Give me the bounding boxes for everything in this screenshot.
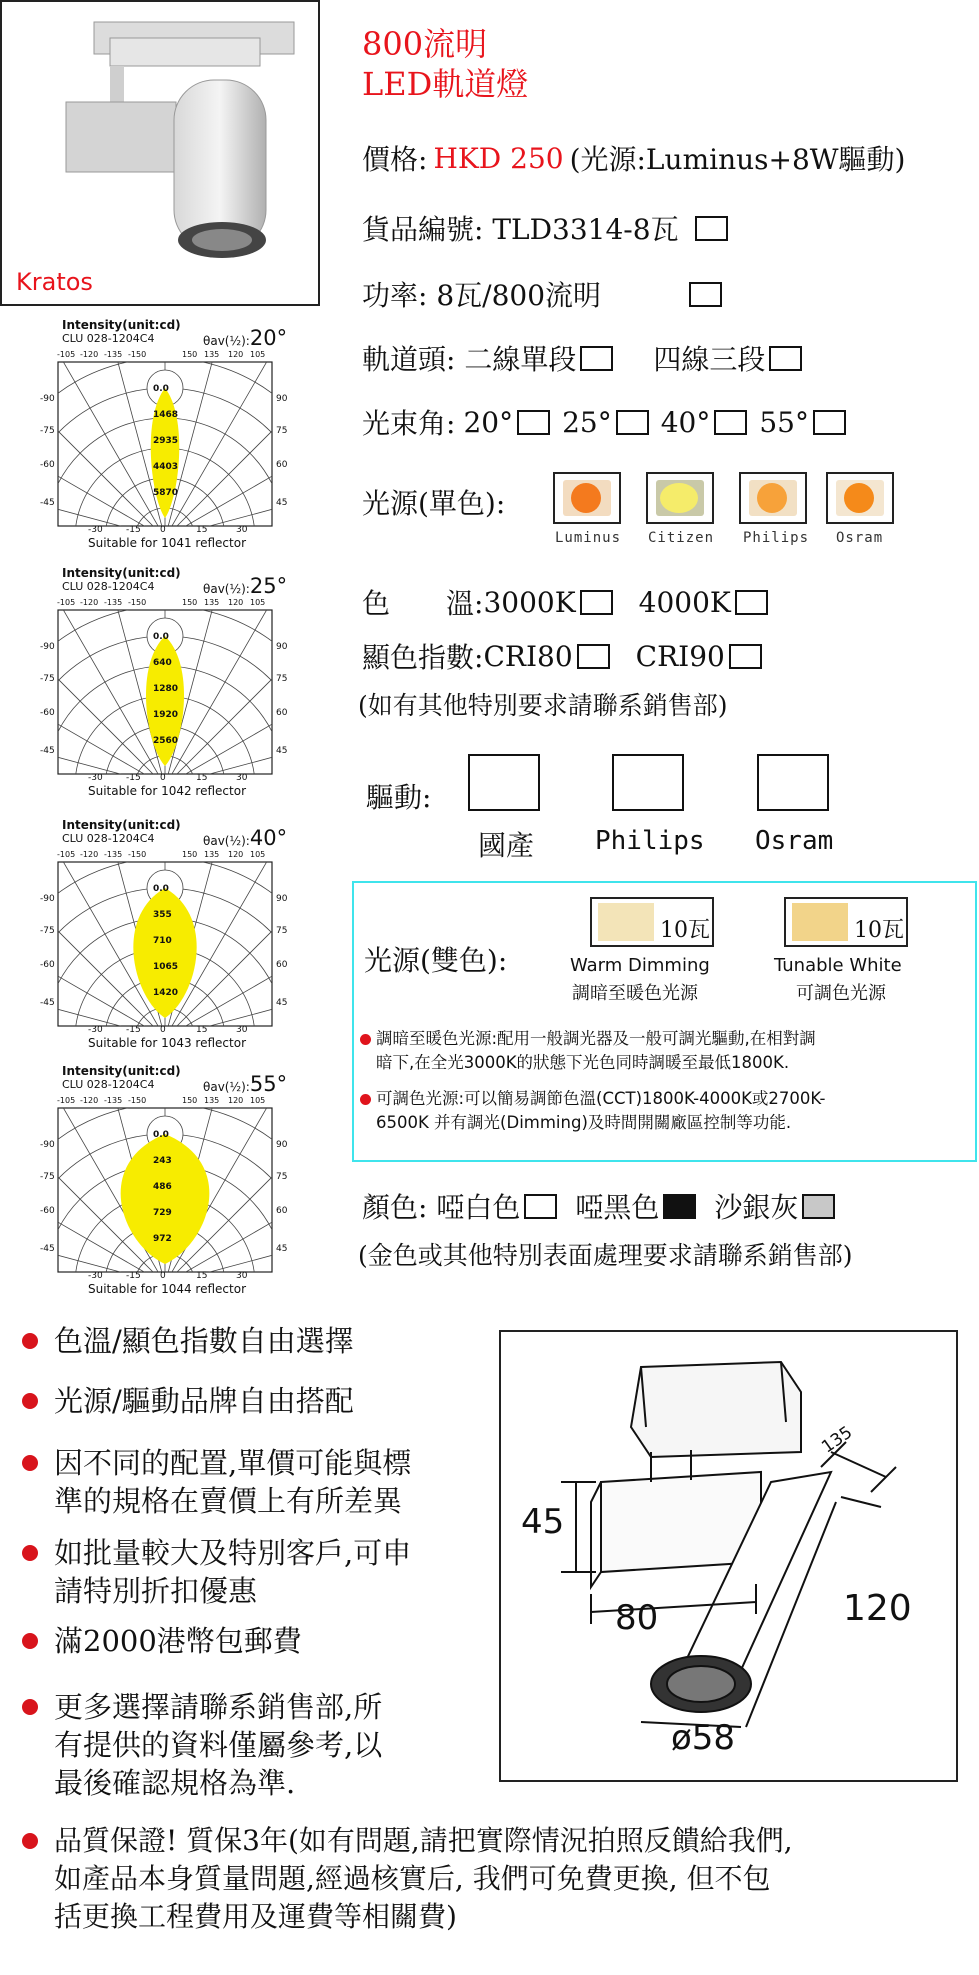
dim-80: 80: [615, 1598, 659, 1638]
dim-135: 135: [818, 1422, 857, 1458]
polar-footer: Suitable for 1044 reflector: [88, 1282, 247, 1296]
title-line1: 800流明: [362, 25, 488, 63]
polar-top-tick: 105: [250, 1096, 266, 1105]
polar-right-tick: 90: [276, 894, 288, 904]
polar-bottom-tick: 0: [160, 525, 166, 535]
polar-title: Intensity(unit:cd): [62, 1064, 181, 1078]
dual-chip2-power: 10瓦: [854, 918, 904, 943]
polar-value-label: 5870: [153, 488, 179, 498]
dual-chip2-desc: 可調色光源: [796, 983, 886, 1004]
polar-top-tick: -120: [80, 350, 99, 359]
bullet-dot: [22, 1545, 38, 1561]
polar-right-tick: 60: [276, 1206, 288, 1216]
chip-label-osram: Osram: [836, 530, 884, 546]
polar-right-tick: 60: [276, 960, 288, 970]
polar-top-tick: -105: [57, 598, 76, 607]
chip-label-citizen: Citizen: [648, 530, 715, 546]
price-row: [362, 138, 905, 178]
beam-20-checkbox[interactable]: [517, 410, 550, 435]
beam-25: 25°: [562, 405, 612, 439]
bullet-dot: [360, 1034, 371, 1045]
cri-80: CRI80: [483, 639, 573, 673]
polar-bottom-tick: 15: [196, 1271, 208, 1281]
driver-philips: Philips: [595, 826, 705, 856]
dim-120: 120: [843, 1588, 912, 1629]
polar-sub: CLU 028-1204C4: [62, 1078, 155, 1091]
polar-top-tick: -105: [57, 350, 76, 359]
cri-row: [362, 636, 766, 676]
polar-right-tick: 90: [276, 394, 288, 404]
polar-top-tick: -120: [80, 850, 99, 859]
polar-bottom-tick: -15: [126, 773, 141, 783]
polar-top-tick: -120: [80, 598, 99, 607]
polar-right-tick: 90: [276, 1140, 288, 1150]
beam-label: 光束角:: [362, 407, 456, 440]
warranty-text: 品質保證! 質保3年(如有問題,請把實際情況拍照反饋給我們, 如產品本身質量問題,經過核實后, 我們可免費更換, 但不包 括更換工程費用及運費等相關費): [54, 1824, 793, 1933]
polar-top-tick: -150: [128, 1096, 147, 1105]
polar-right-tick: 60: [276, 708, 288, 718]
dimension-drawing: [499, 1330, 958, 1782]
polar-value-label: 729: [153, 1208, 172, 1218]
polar-top-tick: 120: [228, 850, 244, 859]
polar-left-tick: -75: [40, 926, 55, 936]
chip-luminus[interactable]: [553, 472, 621, 524]
beam-55-checkbox[interactable]: [813, 410, 846, 435]
polar-top-tick: 120: [228, 350, 244, 359]
feature-text: 如批量較大及特別客戶,可申 請特別折扣優惠: [54, 1536, 412, 1608]
feature-text: 更多選擇請聯系銷售部,所 有提供的資料僅屬參考,以 最後確認規格為準.: [54, 1690, 383, 1800]
polar-top-tick: 105: [250, 350, 266, 359]
polar-bottom-tick: 30: [236, 1271, 248, 1281]
polar-left-tick: -60: [40, 708, 55, 718]
polar-value-label: 2935: [153, 436, 179, 446]
driver-osram: Osram: [755, 826, 834, 856]
bullet-dot: [22, 1333, 38, 1349]
polar-top-tick: 150: [182, 850, 198, 859]
track-light-illustration: [2, 2, 318, 304]
polar-title: Intensity(unit:cd): [62, 318, 181, 332]
polar-bottom-tick: 30: [236, 525, 248, 535]
polar-right-tick: 45: [276, 746, 288, 756]
cri-80-checkbox[interactable]: [577, 644, 610, 669]
polar-value-label: 4403: [153, 462, 179, 472]
polar-top-tick: -120: [80, 1096, 99, 1105]
item-number-row: [362, 208, 732, 248]
price-note: (光源:Luminus+8W驅動): [569, 143, 906, 176]
dual-note2-text: 可調色光源:可以簡易調節色溫(CCT)1800K-4000K或2700K- 6500K 并有調光(Dimming)及時間開關廠區控制等功能.: [376, 1089, 826, 1132]
polar-bottom-tick: 30: [236, 773, 248, 783]
cri-90-checkbox[interactable]: [729, 644, 762, 669]
brand-label: Kratos: [16, 268, 93, 296]
color-temp-row: [362, 582, 772, 622]
polar-left-tick: -75: [40, 674, 55, 684]
bullet-dot: [22, 1633, 38, 1649]
chip-philips[interactable]: [739, 472, 807, 524]
polar-left-tick: -45: [40, 746, 55, 756]
price-label: 價格:: [362, 143, 428, 176]
chip-osram[interactable]: [826, 472, 894, 524]
polar-top-tick: 150: [182, 1096, 198, 1105]
polar-right-tick: 90: [276, 642, 288, 652]
finish-white-checkbox[interactable]: [524, 1194, 557, 1219]
polar-value-label: 0.0: [153, 884, 169, 894]
polar-bottom-tick: -15: [126, 1271, 141, 1281]
polar-theta: θav(½):20°: [203, 326, 288, 350]
track-4wire-checkbox[interactable]: [769, 346, 802, 371]
polar-value-label: 0.0: [153, 1130, 169, 1140]
polar-title: Intensity(unit:cd): [62, 818, 181, 832]
polar-footer: Suitable for 1043 reflector: [88, 1036, 247, 1050]
finish-black: 啞黑色: [575, 1191, 660, 1224]
polar-theta: θav(½):25°: [203, 574, 288, 598]
track-label: 軌道頭: 二線單段: [362, 343, 577, 376]
dual-color-box: [352, 881, 977, 1162]
polar-value-label: 640: [153, 658, 172, 668]
track-opt2: 四線三段: [653, 343, 766, 376]
bullet-dot: [22, 1393, 38, 1409]
polar-top-tick: 105: [250, 850, 266, 859]
polar-value-label: 355: [153, 910, 172, 920]
polar-value-label: 1065: [153, 962, 179, 972]
polar-value-label: 1280: [153, 684, 179, 694]
polar-bottom-tick: 15: [196, 525, 208, 535]
price-value: HKD 250: [433, 141, 564, 175]
polar-right-tick: 45: [276, 998, 288, 1008]
polar-left-tick: -90: [40, 894, 55, 904]
driver-philips-checkbox[interactable]: [612, 754, 684, 811]
polar-sub: CLU 028-1204C4: [62, 332, 155, 345]
special-note: (如有其他特別要求請聯系銷售部): [358, 691, 728, 720]
feature-text: 光源/驅動品牌自由搭配: [54, 1384, 354, 1418]
chip-label-philips: Philips: [743, 530, 810, 546]
polar-left-tick: -60: [40, 960, 55, 970]
polar-top-tick: 135: [204, 598, 220, 607]
polar-top-tick: -150: [128, 598, 147, 607]
polar-bottom-tick: 15: [196, 773, 208, 783]
ct-3000: 3000K: [483, 585, 576, 619]
cri-90: CRI90: [635, 639, 725, 673]
polar-bottom-tick: -15: [126, 1025, 141, 1035]
polar-chart-4: [40, 1064, 290, 1294]
polar-top-tick: 135: [204, 350, 220, 359]
polar-left-tick: -75: [40, 1172, 55, 1182]
dual-chip1-power: 10瓦: [660, 918, 710, 943]
polar-top-tick: -150: [128, 350, 147, 359]
polar-theta: θav(½):55°: [203, 1072, 288, 1096]
polar-value-label: 2560: [153, 736, 179, 746]
polar-top-tick: 135: [204, 1096, 220, 1105]
polar-left-tick: -45: [40, 498, 55, 508]
ct-4000-checkbox[interactable]: [735, 590, 768, 615]
polar-left-tick: -60: [40, 460, 55, 470]
polar-top-tick: 150: [182, 598, 198, 607]
color-temp-label: 色 溫:: [362, 587, 484, 620]
cri-label: 顯色指數:: [362, 641, 484, 674]
bullet-dot: [22, 1455, 38, 1471]
polar-footer: Suitable for 1041 reflector: [88, 536, 247, 550]
polar-value-label: 972: [153, 1234, 172, 1244]
polar-value-label: 710: [153, 936, 172, 946]
dual-chip2[interactable]: [784, 897, 908, 947]
driver-osram-checkbox[interactable]: [757, 754, 829, 811]
finish-note: (金色或其他特別表面處理要求請聯系銷售部): [358, 1241, 853, 1270]
polar-value-label: 486: [153, 1182, 172, 1192]
chip-label-luminus: Luminus: [555, 530, 622, 546]
polar-bottom-tick: 15: [196, 1025, 208, 1035]
light-mono-label: 光源(單色):: [362, 487, 506, 520]
polar-footer: Suitable for 1042 reflector: [88, 784, 247, 798]
polar-sub: CLU 028-1204C4: [62, 832, 155, 845]
polar-bottom-tick: 0: [160, 1271, 166, 1281]
polar-value-label: 1468: [153, 410, 179, 420]
polar-top-tick: 135: [204, 850, 220, 859]
polar-title: Intensity(unit:cd): [62, 566, 181, 580]
polar-right-tick: 60: [276, 460, 288, 470]
polar-left-tick: -75: [40, 426, 55, 436]
polar-left-tick: -90: [40, 1140, 55, 1150]
bullet-dot: [360, 1094, 371, 1105]
polar-left-tick: -90: [40, 394, 55, 404]
feature-text: 滿2000港幣包郵費: [54, 1624, 302, 1658]
power-checkbox[interactable]: [689, 282, 722, 307]
title-line2: LED軌道燈: [362, 65, 529, 103]
track-2wire-checkbox[interactable]: [580, 346, 613, 371]
polar-value-label: 0.0: [153, 632, 169, 642]
polar-bottom-tick: -15: [126, 525, 141, 535]
polar-value-label: 1420: [153, 988, 179, 998]
dual-chip1-name: Warm Dimming: [570, 955, 710, 976]
polar-right-tick: 75: [276, 674, 288, 684]
warm-chip-icon: [598, 903, 654, 941]
polar-top-tick: 120: [228, 598, 244, 607]
dimension-drawing-svg: [501, 1332, 956, 1780]
beam-55: 55°: [759, 405, 809, 439]
tunable-chip-icon: [792, 903, 848, 941]
dim-58: ø58: [671, 1718, 736, 1758]
dual-note1-text: 調暗至暖色光源:配用一般調光器及一般可調光驅動,在相對調 暗下,在全光3000K的狀態下光色同時調暖至最低1800K.: [376, 1029, 816, 1072]
polar-bottom-tick: 0: [160, 1025, 166, 1035]
polar-bottom-tick: -30: [88, 1271, 103, 1281]
dual-label: 光源(雙色):: [364, 944, 508, 977]
polar-chart-1: [40, 318, 290, 548]
polar-bottom-tick: 30: [236, 1025, 248, 1035]
power-text: 功率: 8瓦/800流明: [362, 279, 602, 312]
finish-white: 顏色: 啞白色: [362, 1191, 521, 1224]
finish-grey-checkbox[interactable]: [802, 1194, 835, 1219]
polar-bottom-tick: -30: [88, 773, 103, 783]
ct-4000: 4000K: [638, 585, 731, 619]
polar-chart-3: [40, 818, 290, 1048]
polar-top-tick: 105: [250, 598, 266, 607]
item-number-checkbox[interactable]: [695, 216, 728, 241]
beam-20: 20°: [463, 405, 514, 439]
beam-40-checkbox[interactable]: [714, 410, 747, 435]
item-number: 貨品編號: TLD3314-8瓦: [362, 213, 679, 246]
polar-bottom-tick: -30: [88, 1025, 103, 1035]
polar-top-tick: -105: [57, 850, 76, 859]
polar-right-tick: 75: [276, 426, 288, 436]
driver-label: 驅動:: [366, 781, 432, 814]
polar-right-tick: 45: [276, 1244, 288, 1254]
polar-right-tick: 75: [276, 1172, 288, 1182]
dual-chip2-name: Tunable White: [774, 955, 902, 976]
polar-value-label: 243: [153, 1156, 172, 1166]
bullet-dot: [22, 1699, 38, 1715]
polar-top-tick: 120: [228, 1096, 244, 1105]
polar-top-tick: -150: [128, 850, 147, 859]
driver-domestic: 國產: [478, 829, 535, 862]
dim-45: 45: [521, 1502, 565, 1542]
ct-3000-checkbox[interactable]: [580, 590, 613, 615]
beam-row: [362, 402, 850, 442]
polar-top-tick: 150: [182, 350, 198, 359]
polar-left-tick: -45: [40, 1244, 55, 1254]
track-row: [362, 338, 806, 378]
product-title: [362, 24, 528, 104]
finish-black-checkbox[interactable]: [663, 1194, 696, 1219]
chip-citizen[interactable]: [646, 472, 714, 524]
power-row: [362, 274, 726, 314]
beam-25-checkbox[interactable]: [616, 410, 649, 435]
feature-text: 色溫/顯色指數自由選擇: [54, 1324, 354, 1358]
polar-value-label: 0.0: [153, 384, 169, 394]
polar-chart-2: [40, 566, 290, 796]
polar-top-tick: -135: [104, 1096, 123, 1105]
polar-bottom-tick: -30: [88, 525, 103, 535]
polar-right-tick: 75: [276, 926, 288, 936]
polar-right-tick: 45: [276, 498, 288, 508]
polar-top-tick: -135: [104, 598, 123, 607]
driver-domestic-checkbox[interactable]: [468, 754, 540, 811]
finish-row: [362, 1186, 839, 1226]
feature-text: 因不同的配置,單價可能與標 準的規格在賣價上有所差異: [54, 1446, 412, 1518]
polar-left-tick: -45: [40, 998, 55, 1008]
polar-top-tick: -135: [104, 350, 123, 359]
polar-theta: θav(½):40°: [203, 826, 288, 850]
bullet-dot: [22, 1833, 38, 1849]
dual-chip1[interactable]: [590, 897, 714, 947]
polar-bottom-tick: 0: [160, 773, 166, 783]
finish-grey: 沙銀灰: [714, 1191, 799, 1224]
product-photo: [0, 0, 320, 306]
beam-40: 40°: [660, 405, 711, 439]
polar-left-tick: -60: [40, 1206, 55, 1216]
polar-value-label: 1920: [153, 710, 179, 720]
polar-top-tick: -105: [57, 1096, 76, 1105]
polar-sub: CLU 028-1204C4: [62, 580, 155, 593]
polar-top-tick: -135: [104, 850, 123, 859]
polar-left-tick: -90: [40, 642, 55, 652]
dual-chip1-desc: 調暗至暖色光源: [572, 983, 698, 1004]
